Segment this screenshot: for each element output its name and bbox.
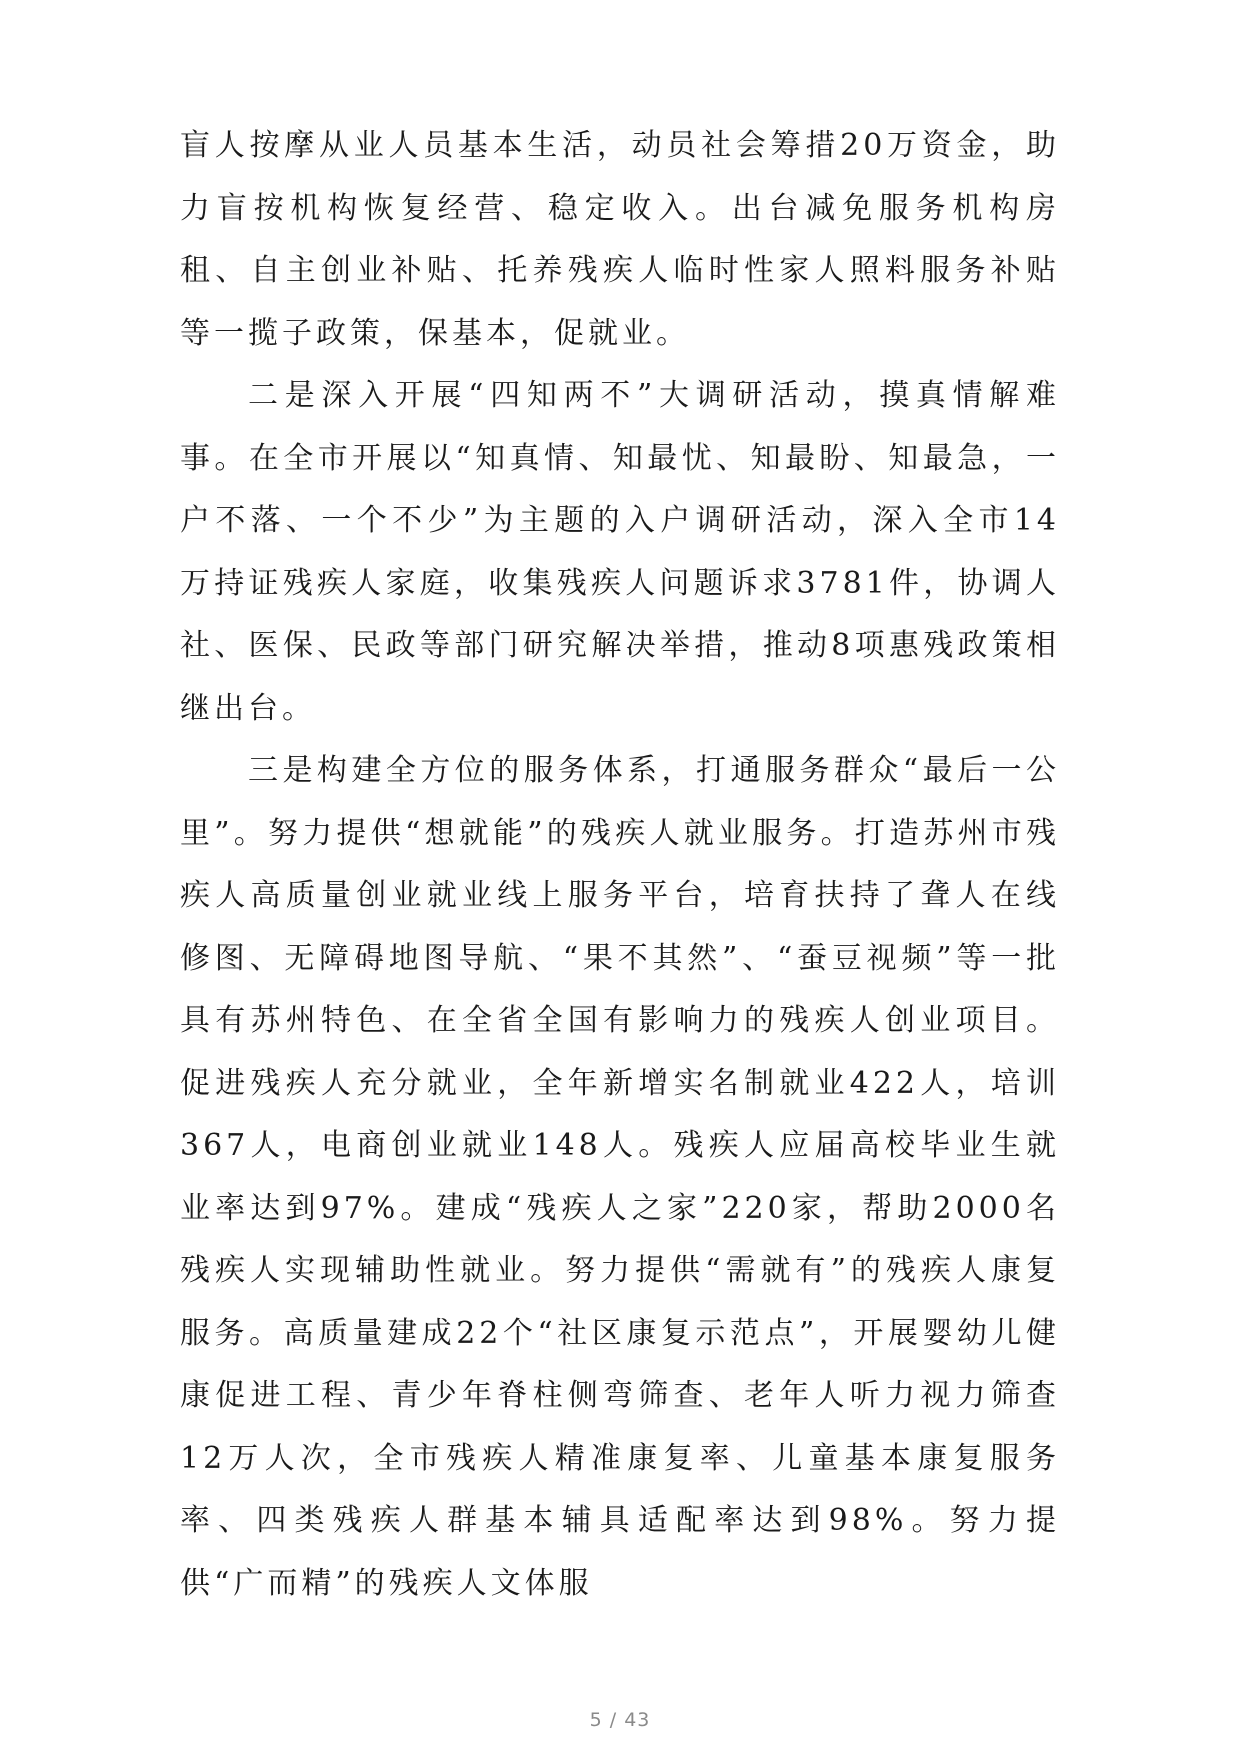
page-number: 5 / 43 [589, 1709, 651, 1731]
paragraph-two: 二是深入开展“四知两不”大调研活动，摸真情解难事。在全市开展以“知真情、知最忧、知最盼、知最急，一户不落、一个不少”为主题的入户调研活动，深入全市14万持证残疾人家庭，收集残疾人问题诉求3781件，协调人社、医保、民政等部门研究解决举措，推动8项惠残政策相继出台。 [180, 378, 1060, 726]
paragraph-continuation: 盲人按摩从业人员基本生活，动员社会筹措20万资金，助力盲按机构恢复经营、稳定收入。出台减免服务机构房租、自主创业补贴、托养残疾人临时性家人照料服务补贴等一揽子政策，保基本，促就业。 [180, 128, 1060, 351]
document-body [180, 115, 1060, 1615]
paragraph-three: 三是构建全方位的服务体系，打通服务群众“最后一公里”。努力提供“想就能”的残疾人就业服务。打造苏州市残疾人高质量创业就业线上服务平台，培育扶持了聋人在线修图、无障碍地图导航、“果不其然”、“蚕豆视频”等一批具有苏州特色、在全省全国有影响力的残疾人创业项目。促进残疾人充分就业，全年新增实名制就业422人，培训367人，电商创业就业148人。残疾人应届高校毕业生就业率达到97%。建成“残疾人之家”220家，帮助2000名残疾人实现辅助性就业。努力提供“需就有”的残疾人康复服务。高质量建成22个“社区康复示范点”，开展婴幼儿健康促进工程、青少年脊柱侧弯筛查、老年人听力视力筛查12万人次，全市残疾人精准康复率、儿童基本康复服务率、四类残疾人群基本辅具适配率达到98%。努力提供“广而精”的残疾人文体服 [180, 753, 1060, 1601]
